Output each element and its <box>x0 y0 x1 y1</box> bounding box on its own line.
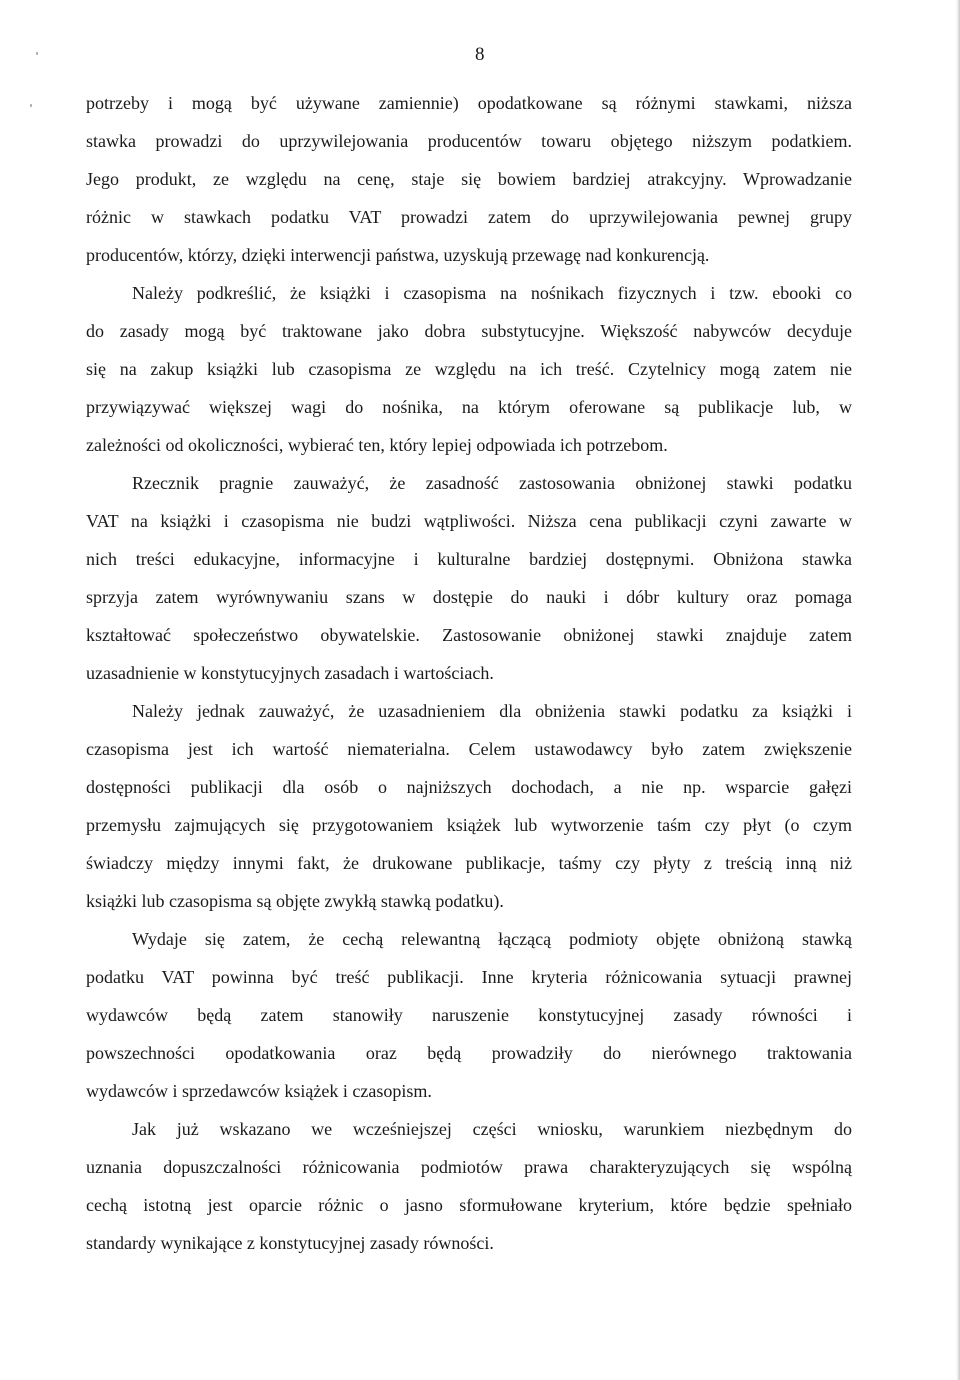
text-line: stawka prowadzi do uprzywilejowania producentów towaru objętego niższym podatkiem. <box>86 131 852 151</box>
text-line: uzasadnienie w konstytucyjnych zasadach i wartościach. <box>86 663 494 683</box>
text-line: dostępności publikacji dla osób o najniższych dochodach, a nie np. wsparcie gałęzi <box>86 777 852 797</box>
text-line: podatku VAT powinna być treść publikacji. Inne kryteria różnicowania sytuacji prawnej <box>86 967 852 987</box>
text-line: Należy jednak zauważyć, że uzasadnieniem dla obniżenia stawki podatku za książki i <box>132 701 852 721</box>
text-line: do zasady mogą być traktowane jako dobra substytucyjne. Większość nabywców decyduje <box>86 321 852 341</box>
text-line: Wydaje się zatem, że cechą relewantną łączącą podmioty objęte obniżoną stawką <box>132 929 852 949</box>
text-line: VAT na książki i czasopisma nie budzi wątpliwości. Niższa cena publikacji czyni zawarte w <box>86 511 852 531</box>
text-line: wydawców będą zatem stanowiły naruszenie konstytucyjnej zasady równości i <box>86 1005 852 1025</box>
text-line: przemysłu zajmujących się przygotowaniem książek lub wytworzenie taśm czy płyt (o czym <box>86 815 852 835</box>
text-line: nich treści edukacyjne, informacyjne i kulturalne bardziej dostępnymi. Obniżona stawka <box>86 549 852 569</box>
text-line: świadczy między innymi fakt, że drukowane publikacje, taśmy czy płyty z treścią inną niż <box>86 853 852 873</box>
text-line: przywiązywać większej wagi do nośnika, na którym oferowane są publikacje lub, w <box>86 397 852 417</box>
scan-speck <box>30 104 32 107</box>
text-line: Jego produkt, ze względu na cenę, staje się bowiem bardziej atrakcyjny. Wprowadzanie <box>86 169 852 189</box>
text-line: standardy wynikające z konstytucyjnej zasady równości. <box>86 1233 494 1253</box>
text-line: Jak już wskazano we wcześniejszej części wniosku, warunkiem niezbędnym do <box>132 1119 852 1139</box>
text-line: cechą istotną jest oparcie różnic o jasno sformułowane kryterium, które będzie spełniało <box>86 1195 852 1215</box>
page-number: 8 <box>475 44 485 65</box>
text-line: Należy podkreślić, że książki i czasopisma na nośnikach fizycznych i tzw. ebooki co <box>132 283 852 303</box>
text-line: wydawców i sprzedawców książek i czasopism. <box>86 1081 432 1101</box>
text-line: Rzecznik pragnie zauważyć, że zasadność zastosowania obniżonej stawki podatku <box>132 473 852 493</box>
text-line: sprzyja zatem wyrównywaniu szans w dostępie do nauki i dóbr kultury oraz pomaga <box>86 587 852 607</box>
text-line: producentów, którzy, dzięki interwencji państwa, uzyskują przewagę nad konkurencją. <box>86 245 710 265</box>
text-line: kształtować społeczeństwo obywatelskie. Zastosowanie obniżonej stawki znajduje zatem <box>86 625 852 645</box>
text-line: zależności od okoliczności, wybierać ten, który lepiej odpowiada ich potrzebom. <box>86 435 668 455</box>
text-line: potrzeby i mogą być używane zamiennie) opodatkowane są różnymi stawkami, niższa <box>86 93 852 113</box>
text-line: powszechności opodatkowania oraz będą prowadziły do nierównego traktowania <box>86 1043 852 1063</box>
text-line: czasopisma jest ich wartość niematerialna. Celem ustawodawcy było zatem zwiększenie <box>86 739 852 759</box>
scan-speck <box>36 52 38 55</box>
text-line: książki lub czasopisma są objęte zwykłą stawką podatku). <box>86 891 504 911</box>
text-line: różnic w stawkach podatku VAT prowadzi zatem do uprzywilejowania pewnej grupy <box>86 207 852 227</box>
text-line: uznania dopuszczalności różnicowania podmiotów prawa charakteryzujących się wspólną <box>86 1157 852 1177</box>
text-line: się na zakup książki lub czasopisma ze względu na ich treść. Czytelnicy mogą zatem nie <box>86 359 852 379</box>
scan-edge-shadow <box>956 0 960 1380</box>
